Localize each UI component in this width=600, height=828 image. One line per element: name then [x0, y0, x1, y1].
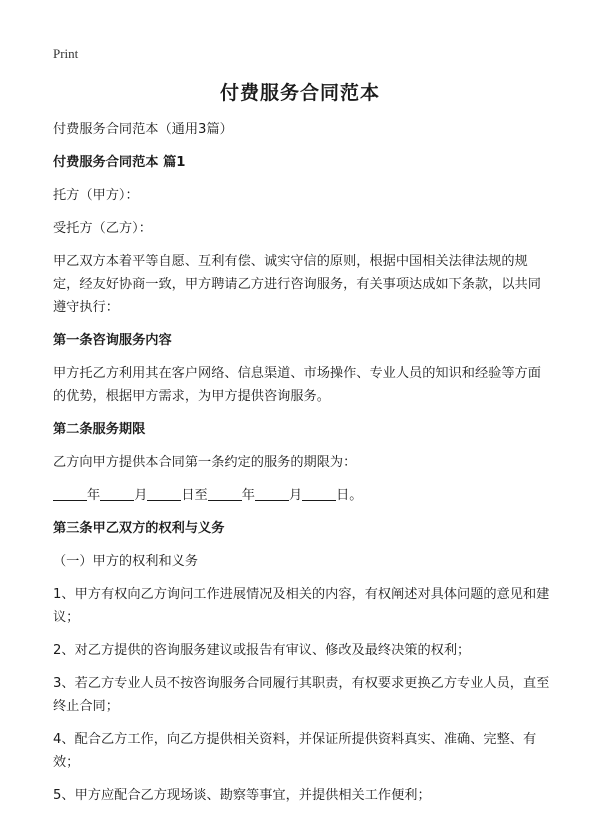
list-item: 1、甲方有权向乙方询问工作进展情况及相关的内容，有权阐述对具体问题的意见和建议；: [53, 587, 550, 625]
list-item: 3、若乙方专业人员不按咨询服务合同履行其职责，有权要求更换乙方专业人员，直至终止合同；: [53, 676, 550, 714]
blank-end-day: [302, 486, 336, 501]
article-2-title: 第二条服务期限: [53, 422, 146, 437]
blank-start-month: [100, 486, 134, 501]
article-3-title: 第三条甲乙双方的权利与义务: [53, 521, 225, 536]
article-1-text: 甲方托乙方利用其在客户网络、信息渠道、市场操作、专业人员的知识和经验等方面的优势，根据甲方需求，为甲方提供咨询服务。: [53, 366, 541, 404]
blank-start-day: [147, 486, 181, 501]
blank-end-year: [208, 486, 242, 501]
section-heading: 付费服务合同范本 篇1: [53, 155, 186, 170]
list-item: 5、甲方应配合乙方现场谈、勘察等事宜，并提供相关工作便利；: [53, 788, 431, 803]
article-2-text: 乙方向甲方提供本合同第一条约定的服务的期限为：: [53, 455, 357, 470]
blank-start-year: [53, 486, 87, 501]
service-period-line: 年 月 日至 年 月 日。: [53, 484, 553, 507]
article-1-title: 第一条咨询服务内容: [53, 333, 172, 348]
blank-end-month: [255, 486, 289, 501]
document-title: 付费服务合同范本: [219, 82, 380, 104]
intro-paragraph: 甲乙双方本着平等自愿、互利有偿、诚实守信的原则，根据中国相关法律法规的规定，经友好协商一致，甲方聘请乙方进行咨询服务，有关事项达成如下条款，以共同遵守执行：: [53, 254, 541, 315]
party-b-line: 受托方（乙方）：: [53, 221, 152, 236]
list-item: 2、对乙方提供的咨询服务建议或报告有审议、修改及最终决策的权利；: [53, 643, 471, 658]
article-3-subheading: （一）甲方的权利和义务: [53, 554, 199, 569]
document-body: [53, 118, 553, 817]
subtitle: 付费服务合同范本（通用3篇）: [53, 122, 233, 137]
print-label[interactable]: Print: [53, 46, 79, 61]
list-item: 4、配合乙方工作，向乙方提供相关资料，并保证所提供资料真实、准确、完整、有效；: [53, 732, 537, 770]
party-a-line: 托方（甲方）：: [53, 188, 139, 203]
